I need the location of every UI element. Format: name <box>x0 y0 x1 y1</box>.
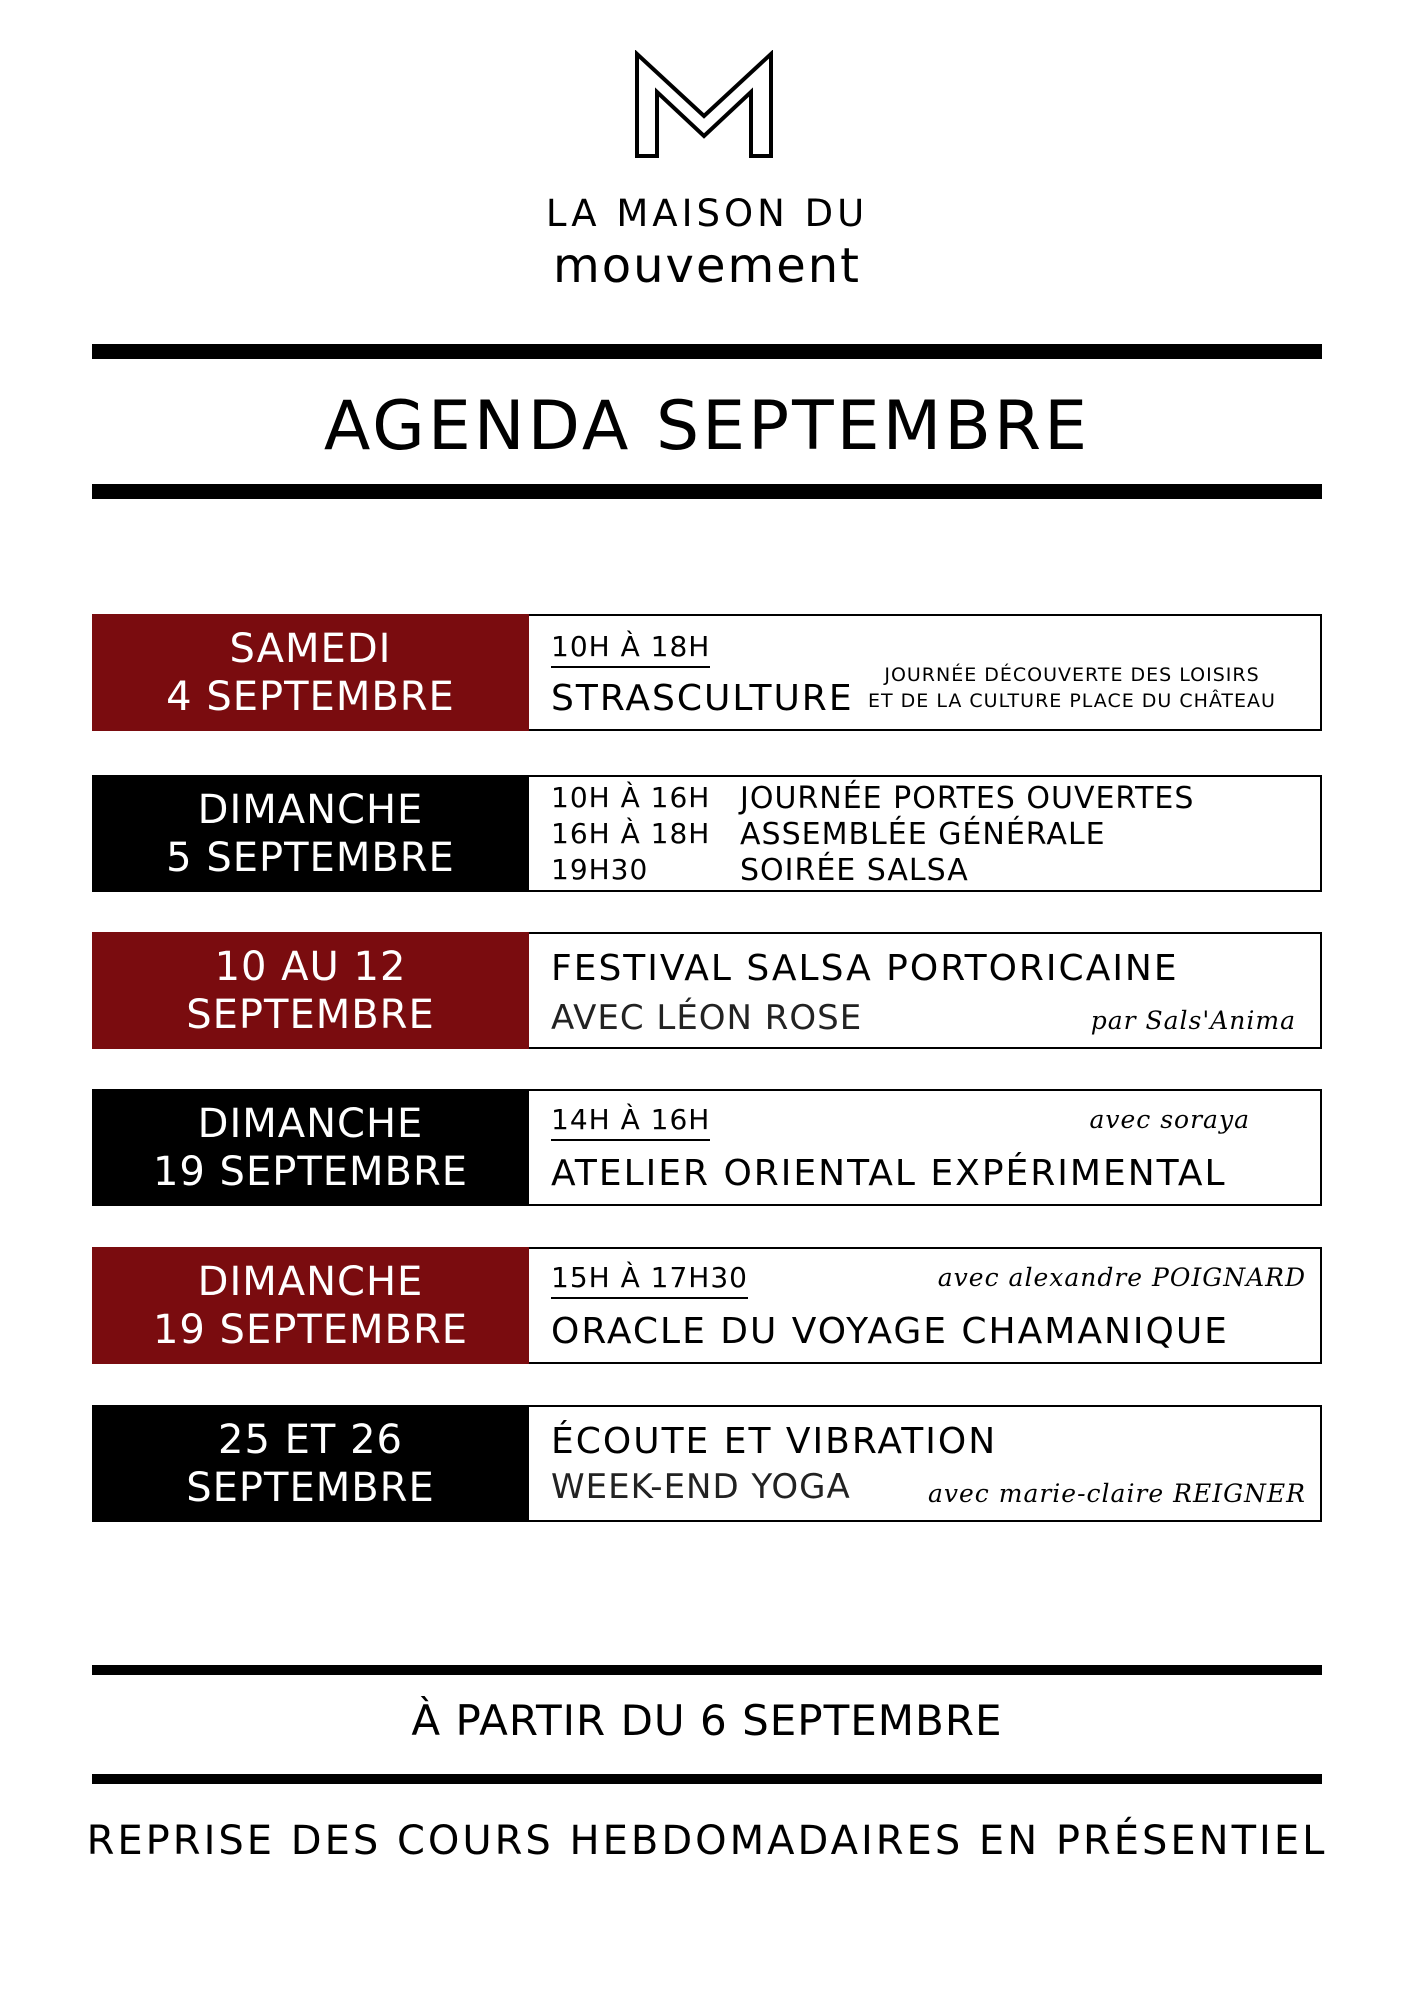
divider <box>92 1774 1322 1784</box>
event-details <box>529 775 1322 892</box>
event-name: ORACLE DU VOYAGE CHAMANIQUE <box>551 1311 1229 1352</box>
event-date: DIMANCHE 5 SEPTEMBRE <box>92 775 529 892</box>
start-date: À PARTIR DU 6 SEPTEMBRE <box>411 1696 1003 1745</box>
divider <box>92 484 1322 499</box>
event-row <box>92 932 1322 1049</box>
event-details <box>529 1089 1322 1206</box>
event-details <box>529 614 1322 731</box>
event-credit: par Sals'Anima <box>1090 1006 1296 1035</box>
schedule-activity: JOURNÉE PORTES OUVERTES <box>740 781 1195 816</box>
event-name: FESTIVAL SALSA PORTORICAINE <box>551 948 1179 989</box>
divider <box>92 1665 1322 1675</box>
event-row <box>92 775 1322 892</box>
announcement: REPRISE DES COURS HEBDOMADAIRES EN PRÉSENTIEL <box>86 1818 1328 1864</box>
event-time: 14H À 16H <box>551 1103 710 1141</box>
event-details <box>529 1405 1322 1522</box>
divider <box>92 344 1322 359</box>
event-details <box>529 932 1322 1049</box>
event-credit: avec soraya <box>1089 1105 1250 1134</box>
event-subtitle: WEEK-END YOGA <box>551 1467 851 1507</box>
event-name: STRASCULTURE <box>551 678 854 719</box>
event-date: DIMANCHE 19 SEPTEMBRE <box>92 1247 529 1364</box>
schedule-time: 16H À 18H <box>551 817 711 850</box>
schedule-time: 19H30 <box>551 853 649 886</box>
event-name: ATELIER ORIENTAL EXPÉRIMENTAL <box>551 1153 1227 1194</box>
event-credit: avec marie-claire REIGNER <box>927 1479 1306 1508</box>
page-title: AGENDA SEPTEMBRE <box>323 387 1091 466</box>
event-date: 25 ET 26 SEPTEMBRE <box>92 1405 529 1522</box>
event-details <box>529 1247 1322 1364</box>
event-time: 10H À 18H <box>551 630 710 668</box>
event-subtitle: AVEC LÉON ROSE <box>551 998 863 1038</box>
event-time: 15H À 17H30 <box>551 1261 748 1299</box>
schedule-activity: ASSEMBLÉE GÉNÉRALE <box>740 817 1106 852</box>
event-note: JOURNÉE DÉCOUVERTE DES LOISIRS ET DE LA CULTURE PLACE DU CHÂTEAU <box>868 664 1276 712</box>
brand-name-line1: LA MAISON DU <box>545 192 869 235</box>
event-row <box>92 1089 1322 1206</box>
schedule-time: 10H À 16H <box>551 781 711 814</box>
event-credit: avec alexandre POIGNARD <box>937 1263 1306 1292</box>
event-row <box>92 1405 1322 1522</box>
event-row <box>92 1247 1322 1364</box>
m-monogram-icon <box>633 50 775 160</box>
event-date: SAMEDI 4 SEPTEMBRE <box>92 614 529 731</box>
event-name: ÉCOUTE ET VIBRATION <box>551 1421 998 1462</box>
event-date: DIMANCHE 19 SEPTEMBRE <box>92 1089 529 1206</box>
event-row <box>92 614 1322 731</box>
brand-name-line2: mouvement <box>552 238 861 294</box>
event-date: 10 AU 12 SEPTEMBRE <box>92 932 529 1049</box>
schedule-activity: SOIRÉE SALSA <box>740 853 969 888</box>
